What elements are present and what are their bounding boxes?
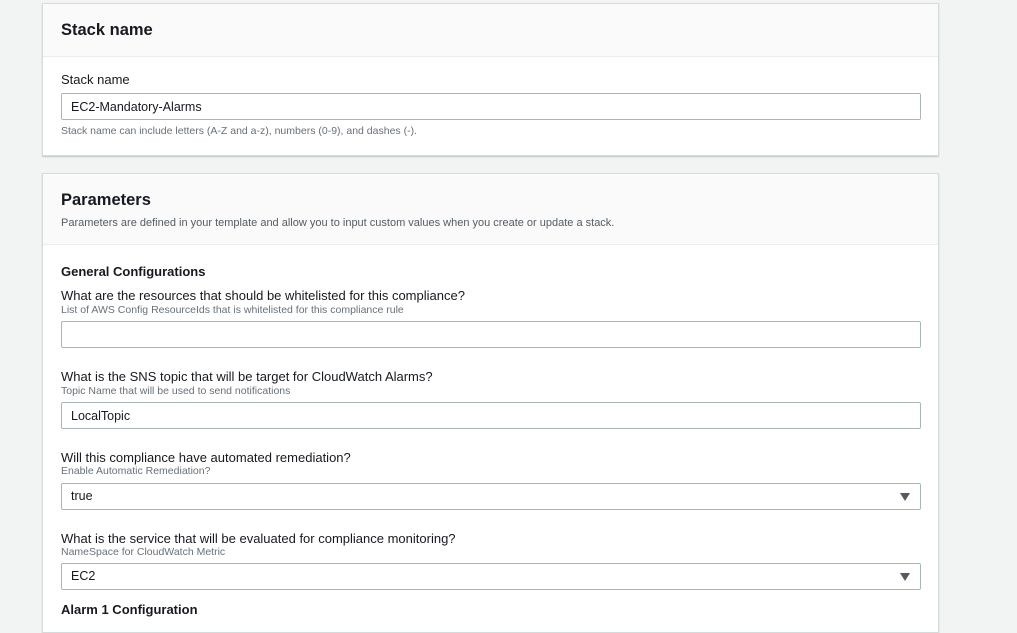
stack-name-label: Stack name xyxy=(61,72,130,87)
automated-remediation-label: Will this compliance have automated remediation? xyxy=(61,450,351,465)
general-configurations-title: General Configurations xyxy=(61,264,206,279)
caret-down-icon xyxy=(900,573,910,581)
parameters-card-header xyxy=(43,174,938,245)
automated-remediation-hint: Enable Automatic Remediation? xyxy=(61,465,211,477)
automated-remediation-selected-value: true xyxy=(71,489,93,503)
whitelist-resources-label: What are the resources that should be whitelisted for this compliance? xyxy=(61,288,465,303)
automated-remediation-select[interactable] xyxy=(61,483,921,510)
parameters-card xyxy=(42,173,939,633)
stack-name-card xyxy=(42,3,939,156)
parameters-card-title: Parameters xyxy=(61,191,151,209)
stack-name-input[interactable] xyxy=(61,93,921,120)
caret-down-icon xyxy=(900,493,910,501)
alarm-1-configuration-title: Alarm 1 Configuration xyxy=(61,602,198,617)
namespace-label: What is the service that will be evaluated for compliance monitoring? xyxy=(61,531,456,546)
stack-name-hint: Stack name can include letters (A-Z and a-z), numbers (0-9), and dashes (-). xyxy=(61,125,417,137)
whitelist-resources-input[interactable] xyxy=(61,321,921,348)
sns-topic-hint: Topic Name that will be used to send notifications xyxy=(61,385,291,397)
namespace-hint: NameSpace for CloudWatch Metric xyxy=(61,546,226,558)
parameters-card-description: Parameters are defined in your template and allow you to input custom values when you create or update a stack. xyxy=(61,217,615,229)
sns-topic-label: What is the SNS topic that will be target for CloudWatch Alarms? xyxy=(61,369,433,384)
namespace-select[interactable] xyxy=(61,563,921,590)
whitelist-resources-hint: List of AWS Config ResourceIds that is whitelisted for this compliance rule xyxy=(61,304,404,316)
stack-name-card-title: Stack name xyxy=(61,21,153,39)
stack-name-card-header xyxy=(43,4,938,57)
namespace-selected-value: EC2 xyxy=(71,569,96,583)
sns-topic-input[interactable] xyxy=(61,402,921,429)
